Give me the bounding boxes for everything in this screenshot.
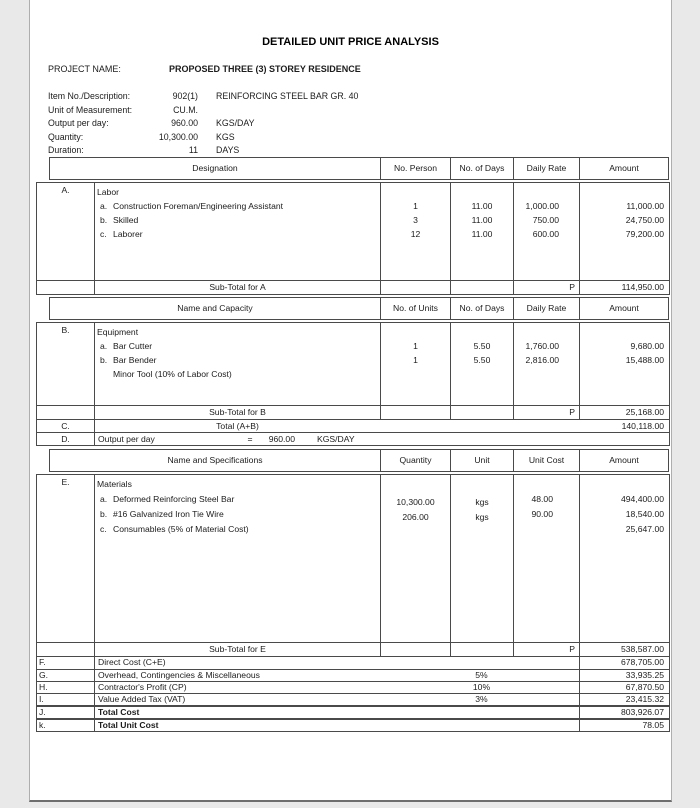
- summary-label: Total Unit Cost: [94, 720, 380, 731]
- materials-item: a. Deformed Reinforcing Steel Bar: [100, 494, 235, 504]
- summary-row-j: [37, 705, 669, 718]
- info-label: Output per day:: [48, 118, 109, 128]
- summary-amount: 78.05: [579, 720, 669, 731]
- project-name-row: [48, 64, 361, 74]
- subtotal-e-row: [37, 642, 669, 656]
- materials-item: c. Consumables (5% of Material Cost): [100, 524, 249, 534]
- info-unit: DAYS: [216, 145, 240, 155]
- summary-percent: 10%: [472, 682, 491, 692]
- peso-sign: P: [513, 281, 579, 294]
- row-letter: k.: [39, 720, 46, 730]
- summary-rows: [36, 657, 670, 732]
- col-no-of-units: 1 1: [380, 323, 450, 405]
- section-b-equipment: [36, 322, 670, 446]
- labor-descriptions: [94, 183, 380, 280]
- info-row-unit-of-measurement: [48, 104, 358, 118]
- row-d-label: Output per day: [98, 434, 155, 444]
- summary-amount: 67,870.50: [579, 682, 669, 693]
- header-name-and-specifications: Name and Specifications: [167, 455, 263, 465]
- info-value: 11: [188, 145, 198, 155]
- summary-label: Value Added Tax (VAT): [94, 694, 380, 705]
- col-quantity: 10,300.00 206.00: [380, 475, 450, 642]
- header-amount: Amount: [579, 450, 668, 471]
- section-letter: B.: [61, 325, 70, 335]
- subtotal-amount: 25,168.00: [579, 406, 669, 419]
- row-letter: F.: [39, 657, 46, 667]
- info-row-output-per-day: [48, 117, 358, 131]
- summary-amount: 678,705.00: [579, 657, 669, 669]
- summary-amount: 803,926.07: [579, 707, 669, 718]
- group-label: Labor: [97, 187, 119, 197]
- equals-sign: =: [247, 434, 253, 444]
- info-unit: KGS/DAY: [216, 118, 255, 128]
- summary-percent: 3%: [475, 694, 488, 704]
- labor-item: a. Construction Foreman/Engineering Assistant: [100, 201, 284, 211]
- info-label: Quantity:: [48, 131, 84, 142]
- row-d-unit: KGS/DAY: [317, 434, 355, 444]
- header-quantity: Quantity: [380, 450, 450, 471]
- unit-price-table: [36, 157, 670, 732]
- info-label: Item No./Description:: [48, 91, 131, 101]
- summary-percent: [450, 707, 513, 718]
- info-row-quantity: [48, 131, 358, 145]
- summary-amount: 33,935.25: [579, 670, 669, 681]
- equipment-item: a. Bar Cutter: [100, 341, 153, 351]
- info-label: Duration:: [48, 145, 84, 155]
- document-page: [29, 0, 672, 802]
- summary-amount: 23,415.32: [579, 694, 669, 705]
- summary-row-f: [37, 657, 669, 669]
- summary-percent: [450, 657, 513, 669]
- col-daily-rate: 1,760.00 2,816.00: [513, 323, 579, 405]
- row-letter: H.: [39, 682, 48, 692]
- materials-descriptions: [94, 475, 380, 642]
- labor-item: c. Laborer: [100, 229, 143, 239]
- equipment-item: b. Bar Bender: [100, 355, 157, 365]
- peso-sign: P: [513, 406, 579, 419]
- labor-header-row: [49, 157, 669, 180]
- section-a-labor: [36, 182, 670, 295]
- project-name-value: PROPOSED THREE (3) STOREY RESIDENCE: [169, 64, 361, 74]
- col-no-person: 1 3 12: [380, 183, 450, 280]
- subtotal-label: Sub-Total for B: [94, 406, 380, 419]
- equipment-header-row: [49, 297, 669, 320]
- materials-item: b. #16 Galvanized Iron Tie Wire: [100, 509, 224, 519]
- info-value: CU.M.: [173, 104, 198, 115]
- col-daily-rate: 1,000.00 750.00 600.00: [513, 183, 579, 280]
- materials-header-row: [49, 449, 669, 472]
- row-c-label: Total (A+B): [94, 420, 380, 432]
- doc-title: DETAILED UNIT PRICE ANALYSIS: [262, 36, 439, 48]
- summary-label: Contractor's Profit (CP): [94, 682, 380, 693]
- row-d-value: 960.00: [268, 434, 295, 444]
- header-designation: Designation: [192, 163, 238, 173]
- summary-percent: 5%: [475, 670, 488, 680]
- col-unit: kgs kgs: [450, 475, 513, 642]
- header-name-and-capacity: Name and Capacity: [177, 303, 253, 313]
- summary-row-g: [37, 669, 669, 681]
- info-row-duration: [48, 144, 358, 158]
- summary-row-i: [37, 693, 669, 705]
- subtotal-label: Sub-Total for E: [94, 643, 380, 656]
- subtotal-a-row: [37, 280, 669, 294]
- header-unit: Unit: [450, 450, 513, 471]
- info-unit: KGS: [216, 131, 235, 142]
- info-row-item-no: [48, 90, 358, 104]
- col-unit-cost: 48.00 90.00: [513, 475, 579, 642]
- header-no-person: No. Person: [380, 158, 450, 179]
- col-amount: 494,400.00 18,540.00 25,647.00: [579, 475, 669, 642]
- subtotal-amount: 114,950.00: [579, 281, 669, 294]
- group-label: Equipment: [97, 327, 139, 337]
- col-no-of-days: 11.00 11.00 11.00: [450, 183, 513, 280]
- summary-label: Total Cost: [94, 707, 380, 718]
- equipment-body: [37, 323, 669, 405]
- header-unit-cost: Unit Cost: [513, 450, 579, 471]
- header-amount: Amount: [579, 158, 668, 179]
- header-amount: Amount: [579, 298, 668, 319]
- materials-body: [37, 475, 669, 642]
- summary-label: Direct Cost (C+E): [94, 657, 380, 669]
- summary-row-k: [37, 718, 669, 731]
- row-c-total: [37, 419, 669, 432]
- row-letter: J.: [39, 707, 46, 717]
- row-d-output: [37, 432, 669, 445]
- equipment-item: Minor Tool (10% of Labor Cost): [113, 369, 232, 379]
- labor-body: [37, 183, 669, 280]
- header-no-of-days: No. of Days: [450, 298, 513, 319]
- info-value: 960.00: [171, 118, 198, 128]
- section-letter: E.: [61, 477, 70, 487]
- header-daily-rate: Daily Rate: [513, 158, 579, 179]
- row-letter: C.: [61, 421, 70, 431]
- info-label: Unit of Measurement:: [48, 104, 133, 115]
- subtotal-label: Sub-Total for A: [94, 281, 380, 294]
- header-daily-rate: Daily Rate: [513, 298, 579, 319]
- item-info-block: [48, 90, 358, 158]
- col-amount: 9,680.00 15,488.00: [579, 323, 669, 405]
- col-amount: 11,000.00 24,750.00 79,200.00: [579, 183, 669, 280]
- row-letter: I.: [39, 694, 44, 704]
- info-value: 902(1): [172, 91, 198, 101]
- labor-item: b. Skilled: [100, 215, 139, 225]
- info-unit: REINFORCING STEEL BAR GR. 40: [216, 91, 359, 101]
- summary-row-h: [37, 681, 669, 693]
- summary-percent: [450, 720, 513, 731]
- row-letter: D.: [61, 434, 70, 444]
- info-value: 10,300.00: [158, 131, 198, 142]
- equipment-descriptions: [94, 323, 380, 405]
- section-e-materials: [36, 474, 670, 657]
- subtotal-amount: 538,587.00: [579, 643, 669, 656]
- col-no-of-days: 5.50 5.50: [450, 323, 513, 405]
- row-letter: G.: [39, 670, 49, 680]
- row-d-body: [94, 433, 669, 445]
- summary-label: Overhead, Contingencies & Miscellaneous: [94, 670, 380, 681]
- peso-sign: P: [513, 643, 579, 656]
- section-letter: A.: [61, 185, 70, 195]
- project-name-label: PROJECT NAME:: [48, 64, 121, 74]
- group-label: Materials: [97, 479, 132, 489]
- row-c-amount: 140,118.00: [621, 421, 664, 431]
- header-no-of-days: No. of Days: [450, 158, 513, 179]
- subtotal-b-row: [37, 405, 669, 419]
- header-no-of-units: No. of Units: [380, 298, 450, 319]
